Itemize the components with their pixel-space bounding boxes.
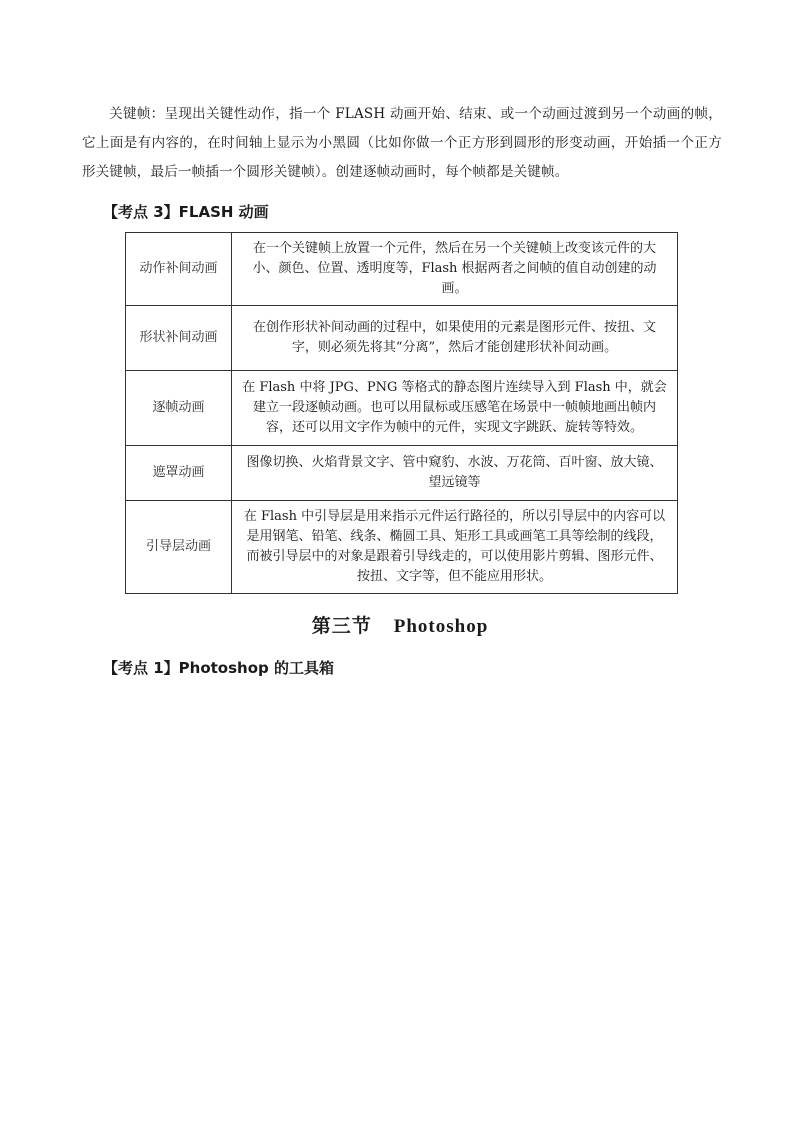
table-row (126, 233, 678, 306)
flash-heading: 【考点 3】FLASH 动画 (103, 203, 269, 221)
animation-type-name: 遮罩动画 (126, 446, 232, 501)
animation-type-desc: 在 Flash 中引导层是用来指示元件运行路径的，所以引导层中的内容可以是用钢笔、铅笔、线条、椭圆工具、矩形工具或画笔工具等绘制的线段，而被引导层中的对象是跟着引导线走的，可以使用影片剪辑、图形元件、按扭、文字等，但不能应用形状。 (232, 501, 678, 594)
section-name: Photoshop (393, 616, 489, 637)
keyframe-paragraph (82, 100, 722, 187)
animation-type-desc: 在创作形状补间动画的过程中，如果使用的元素是图形元件、按扭、文字，则必须先将其“分离”，然后才能创建形状补间动画。 (232, 306, 678, 371)
animation-type-name: 动作补间动画 (126, 233, 232, 306)
section-title (0, 611, 800, 638)
animation-type-desc: 图像切换、火焰背景文字、管中窥豹、水波、万花筒、百叶窗、放大镜、望远镜等 (232, 446, 678, 501)
animation-type-desc: 在一个关键帧上放置一个元件，然后在另一个关键帧上改变该元件的大小、颜色、位置、透明度等，Flash 根据两者之间帧的值自动创建的动画。 (232, 233, 678, 306)
table-row (126, 446, 678, 501)
table-row (126, 501, 678, 594)
table-row (126, 306, 678, 371)
animation-type-name: 逐帧动画 (126, 371, 232, 446)
flash-animation-table (125, 232, 678, 594)
keyframe-text: 关键帧：呈现出关键性动作，指一个 FLASH 动画开始、结束、或一个动画过渡到另一个动画的帧，它上面是有内容的，在时间轴上显示为小黑圆（比如你做一个正方形到圆形的形变动画，开始插一个正方形关键帧，最后一帧插一个圆形关键帧）。创建逐帧动画时，每个帧都是关键帧。 (82, 106, 722, 180)
animation-type-desc: 在 Flash 中将 JPG、PNG 等格式的静态图片连续导入到 Flash 中，就会建立一段逐帧动画。也可以用鼠标或压感笔在场景中一帧帧地画出帧内容，还可以用文字作为帧中的元件，实现文字跳跃、旋转等特效。 (232, 371, 678, 446)
photoshop-heading: 【考点 1】Photoshop 的工具箱 (103, 659, 334, 677)
animation-type-name: 引导层动画 (126, 501, 232, 594)
animation-type-name: 形状补间动画 (126, 306, 232, 371)
section-number: 第三节 (311, 616, 372, 637)
table-row (126, 371, 678, 446)
